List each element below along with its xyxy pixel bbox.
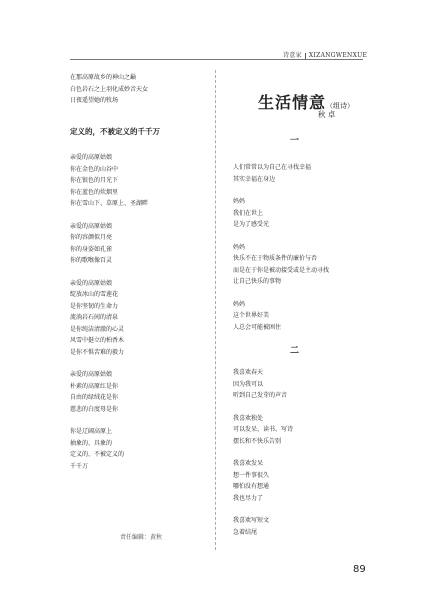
- poem-line: 妈妈: [233, 243, 246, 251]
- poem-title-sub: （组诗）: [326, 102, 355, 110]
- poem-title: [258, 90, 354, 113]
- poem-line: 快乐不在于物质条件的廉价与否: [233, 255, 318, 262]
- poem-line: 让自己快乐的事物: [233, 278, 282, 285]
- poem-line: 我喜欢独处: [233, 414, 264, 422]
- poem-line: 听到自己发芽的声音: [233, 392, 288, 399]
- poem-line: 妈妈: [233, 300, 246, 308]
- poem-line: 是你不惧苦难的毅力: [70, 348, 125, 356]
- poem-line: 你是辽阔高原上: [70, 428, 113, 435]
- poem-title-text: 生活情意: [258, 93, 327, 112]
- poem-line: 亲爱的高原姑娘: [70, 222, 113, 230]
- author-name: 秋 卓: [318, 110, 336, 119]
- poem-line: 人总会可能被困住: [233, 323, 282, 331]
- header-rule: [70, 59, 363, 60]
- poem-line: 这个世界好美: [233, 312, 270, 319]
- poem-line: 白色岩石之上羽化成妙音天女: [70, 85, 149, 93]
- poem-line: 人们常常以为自己在寻找幸福: [233, 164, 312, 171]
- column-divider: [215, 70, 216, 550]
- poem-line: 急着结尾: [233, 528, 258, 536]
- poem-line: 你在银色的月光下: [70, 177, 119, 184]
- poem-line: 绽放冰山的雪莲花: [70, 291, 119, 298]
- poem-line: 你的身姿如孔雀: [70, 245, 113, 253]
- poem-line: 亲爱的高原姑娘: [70, 279, 113, 287]
- poem-line: 亲爱的高原姑娘: [70, 371, 113, 378]
- poem-line: 千千万: [70, 462, 89, 470]
- section-number: 二: [290, 346, 300, 356]
- poem-line: 你在金色的山谷中: [70, 165, 119, 173]
- section-number: 一: [290, 136, 300, 146]
- poem-line: 定义的、不被定义的: [70, 451, 125, 458]
- section-subtitle: 定义的，不被定义的千千万: [70, 127, 160, 136]
- poem-line: 你的歌喉像百灵: [70, 257, 113, 264]
- column-name-en: XIZANGWENXUE: [308, 52, 368, 59]
- poem-line: 朴素的高原红是你: [70, 382, 119, 390]
- right-section-1: [233, 162, 329, 333]
- right-section-2: [233, 367, 293, 538]
- running-header: [283, 50, 367, 59]
- poem-line: 我喜欢写短文: [233, 517, 270, 524]
- poem-line: 摆长和不快乐告别: [233, 437, 282, 445]
- poem-line: 而是在于你是被动接受或是主动寻找: [233, 266, 330, 274]
- header-separator: [305, 53, 306, 59]
- page-number: 89: [353, 564, 366, 575]
- poem-line: 你在蓝色的炊烟里: [70, 188, 119, 196]
- poem-line: 我们在世上: [233, 209, 264, 217]
- poem-line: 因为我可以: [233, 380, 264, 388]
- poem-line: 在那高原故乡的神山之巅: [70, 74, 137, 81]
- left-intro: [70, 72, 148, 107]
- poem-line: 我喜欢发呆: [233, 460, 264, 467]
- poem-line: 风雪中挺立的柏香木: [70, 337, 125, 344]
- poem-line: 妈妈: [233, 198, 246, 205]
- poem-line: 慈悲的白度母是你: [70, 405, 119, 413]
- poem-line: 可以发呆、读书、写诗: [233, 426, 294, 433]
- poem-line: 日夜遥望她的牧场: [70, 97, 119, 104]
- editor-credit: 责任编辑：黄秋: [120, 534, 163, 541]
- poem-line: 抽象的、具象的: [70, 439, 113, 447]
- poem-line: 想一件事很久: [233, 471, 270, 479]
- left-stanzas: [70, 152, 148, 472]
- poem-line: 亲爱的高原姑娘: [70, 154, 113, 161]
- poem-line: 我也尽力了: [233, 494, 264, 502]
- poem-line: 哪怕没有想通: [233, 483, 270, 490]
- poem-line: 我喜欢春天: [233, 369, 264, 376]
- poem-line: 是为了感受光: [233, 221, 270, 228]
- poem-line: 其实幸福在身边: [233, 175, 276, 183]
- poem-line: 流淌岩石间的清泉: [70, 314, 119, 321]
- poem-line: 是你纯洁清澈的心灵: [70, 325, 125, 333]
- poem-line: 自由的绿绒花是你: [70, 394, 119, 401]
- column-name-cn: 诗意家: [283, 52, 302, 59]
- poem-line: 你在雪山下、草原上、圣湖畔: [70, 200, 149, 207]
- poem-line: 是你坚韧的生命力: [70, 302, 119, 310]
- poem-line: 你的容颜似月亮: [70, 234, 113, 241]
